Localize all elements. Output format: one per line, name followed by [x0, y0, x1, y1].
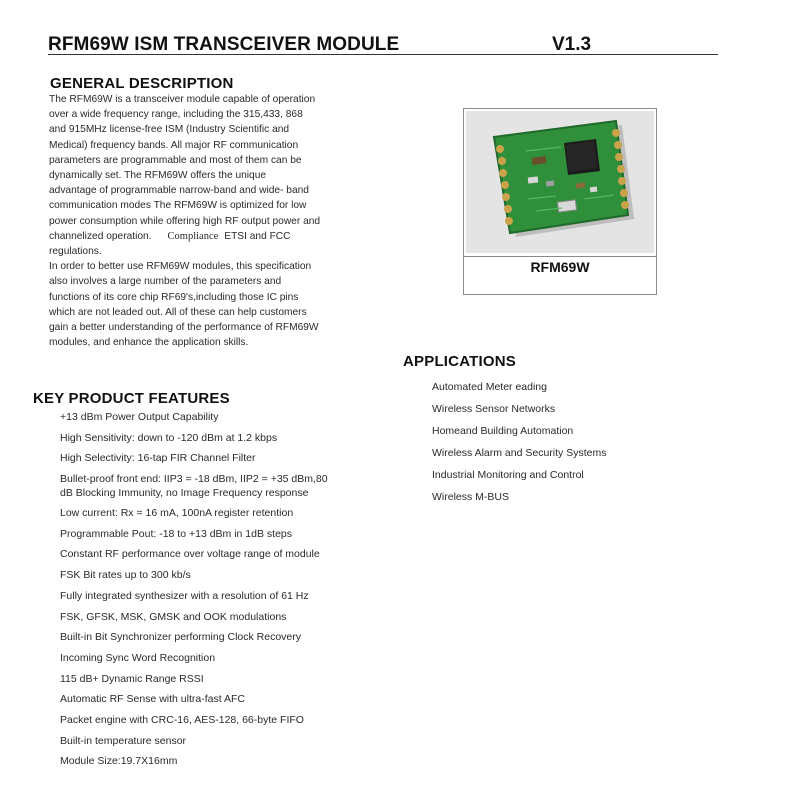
description-line: In order to better use RFM69W modules, this specification [49, 261, 312, 273]
feature-item: Low current: Rx = 16 mA, 100nA register retention [60, 507, 294, 520]
description-line: functions of its core chip RF69's,including those IC pins [49, 291, 299, 303]
description-line: regulations. [49, 246, 102, 258]
general-description-body [49, 92, 349, 350]
module-photo [466, 111, 654, 253]
caption-divider [463, 256, 657, 257]
feature-item: FSK, GFSK, MSK, GMSK and OOK modulations [60, 610, 287, 623]
feature-item: Fully integrated synthesizer with a resolution of 61 Hz [60, 589, 309, 602]
product-caption: RFM69W [530, 259, 590, 275]
application-item: Wireless M-BUS [432, 491, 510, 503]
application-item: Industrial Monitoring and Control [432, 469, 584, 481]
feature-item: High Selectivity: 16-tap FIR Channel Filter [60, 452, 256, 465]
description-line: also involves a large number of the parameters and [49, 276, 282, 288]
applications-list [432, 380, 606, 512]
rfm69w-module-image [466, 111, 654, 253]
feature-item: Programmable Pout: -18 to +13 dBm in 1dB steps [60, 527, 292, 540]
features-list [60, 410, 360, 775]
feature-item: Module Size:19.7X16mm [60, 755, 178, 768]
description-line: and 915MHz license-free ISM (Industry Scientific and [49, 124, 290, 136]
application-item: Homeand Building Automation [432, 425, 574, 437]
description-line: modules, and enhance the application skills. [49, 337, 249, 349]
description-line: over a wide frequency range, including the 315,433, 868 [49, 109, 303, 121]
key-features-heading: KEY PRODUCT FEATURES [33, 390, 230, 407]
feature-item: +13 dBm Power Output Capability [60, 411, 219, 423]
description-line: communication modes The RFM69W is optimized for low [49, 200, 307, 212]
description-line-compliance [49, 229, 349, 244]
feature-item: Packet engine with CRC-16, AES-128, 66-byte FIFO [60, 713, 304, 726]
description-line: which are not leaded out. All of these can help customers [49, 306, 307, 318]
etsi-fcc-text: ETSI and FCC [224, 230, 291, 242]
title-rule [48, 54, 718, 55]
application-item: Automated Meter eading [432, 381, 547, 393]
document-title: RFM69W ISM TRANSCEIVER MODULE [48, 34, 400, 55]
channelized-text: channelized operation. [49, 230, 152, 242]
description-line: dynamically set. The RFM69W offers the unique [49, 170, 267, 182]
feature-item: Incoming Sync Word Recognition [60, 651, 216, 664]
feature-item: Bullet-proof front end: IIP3 = -18 dBm, IIP2 = +35 dBm,80 dB Blocking Immunity, no Image Frequency response [60, 473, 328, 500]
description-line: Medical) frequency bands. All major RF communication [49, 139, 299, 151]
feature-item: FSK Bit rates up to 300 kb/s [60, 569, 191, 582]
feature-item: Automatic RF Sense with ultra-fast AFC [60, 693, 245, 706]
applications-heading: APPLICATIONS [403, 353, 516, 370]
application-item: Wireless Sensor Networks [432, 403, 556, 415]
feature-item: Built-in Bit Synchronizer performing Clock Recovery [60, 631, 302, 644]
description-line: The RFM69W is a transceiver module capable of operation [49, 94, 316, 105]
feature-item: High Sensitivity: down to -120 dBm at 1.2 kbps [60, 431, 278, 444]
document-version: V1.3 [552, 34, 592, 55]
general-description-heading: GENERAL DESCRIPTION [50, 75, 234, 92]
description-line: advantage of programmable narrow-band and wide- band [49, 185, 309, 197]
description-line: power consumption while offering high RF output power and [49, 215, 321, 227]
description-line: parameters are programmable and most of them can be [49, 154, 302, 166]
feature-item: 115 dB+ Dynamic Range RSSI [60, 672, 204, 685]
compliance-text: Compliance [167, 230, 219, 242]
description-line: gain a better understanding of the performance of RFM69W [49, 322, 319, 334]
feature-item: Built-in temperature sensor [60, 734, 187, 747]
feature-item: Constant RF performance over voltage range of module [60, 548, 320, 561]
application-item: Wireless Alarm and Security Systems [432, 447, 607, 459]
